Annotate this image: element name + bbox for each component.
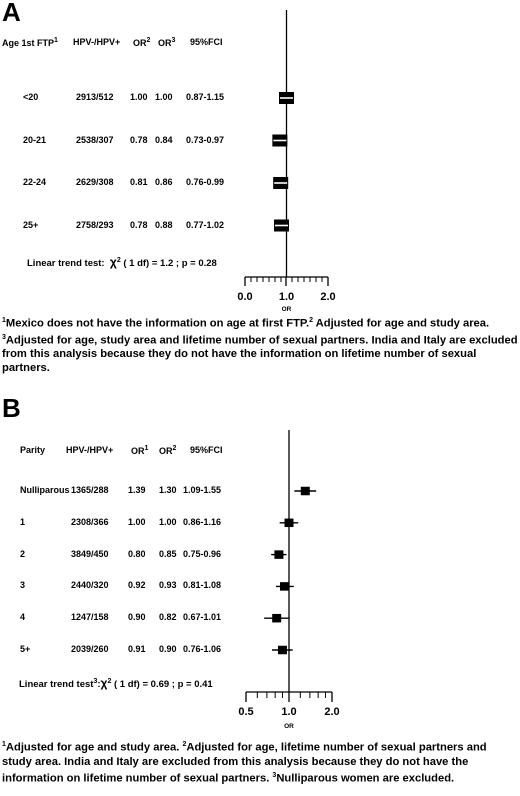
panel-b-header-or2: $OR^2$ <box>159 445 177 456</box>
panel-a-row-ci: 0.77-1.02 <box>186 219 225 230</box>
panel-a-row-label: 22-24 <box>23 177 47 187</box>
panel-a-row-label: 20-21 <box>23 134 47 145</box>
panel-a-row-or2: 1.00 <box>155 92 173 102</box>
panel-b-header-or1: $OR^1$ <box>131 445 149 456</box>
panel-b-row-label: Nulliparous <box>20 485 70 495</box>
panel-b-trend-test: Linear trend $test^3:\chi^2$ ( 1 df) = 0.69 ; p = 0.41 <box>19 676 213 690</box>
panel-b-row-label: 1 <box>20 516 26 527</box>
panel-b-row-or1: 0.90 <box>128 612 146 623</box>
panel-b-row-or2: 0.85 <box>159 548 177 559</box>
panel-a-row-counts: 2758/293 <box>76 219 114 230</box>
panel-b-row-ci: 0.76-1.06 <box>183 644 222 654</box>
panel-a-header-group: Age 1st FTP$^1$ <box>2 37 58 48</box>
panel-b-row-or1: 1.39 <box>128 485 146 495</box>
panel-b-header-counts: HPV-/HPV+ <box>66 445 114 455</box>
panel-a-row-counts: 2629/308 <box>76 177 114 187</box>
panel-a-trend-test: Linear trend test: $\chi^2$ ( 1 df) = 1.2 ; p = 0.28 <box>27 255 217 269</box>
panel-b-row-label: 2 <box>20 548 26 559</box>
panel-a-x-tick-label: 1.0 <box>278 291 295 303</box>
panel-a-row-counts: 2538/307 <box>76 134 114 145</box>
panel-a-row-or2: 0.84 <box>155 134 173 145</box>
panel-b-row-ci: 0.67-1.01 <box>183 612 222 623</box>
panel-a-row-or2: 0.88 <box>155 219 173 230</box>
panel-a-row-or1: 0.78 <box>130 134 148 145</box>
panel-b-row-counts: 2308/366 <box>71 516 109 527</box>
panel-a-row-label: 25+ <box>23 219 39 230</box>
panel-b-x-tick-label: 1.0 <box>281 706 297 718</box>
panel-b-x-tick-label: 0.5 <box>238 706 254 718</box>
panel-b-point-estimate <box>280 582 289 591</box>
panel-a-footnote: $^1$Mexico does not have the information on age at first FTP.$^2$ Adjusted for age and study area. $^3$Adjusted for age, study area and lifetime number of sexual partners. India and Italy are excluded from this analysis because they do not have the information on lifetime number of sexual partners. <box>2 317 518 375</box>
panel-a-header-or1: $OR^2$ <box>133 37 151 48</box>
panel-b-row-ci: 0.75-0.96 <box>183 548 222 559</box>
panel-b-row-counts: 2440/320 <box>71 580 109 591</box>
panel-b-row-label: 4 <box>20 612 26 623</box>
panel-b-row-ci: 0.86-1.16 <box>183 516 222 527</box>
panel-b-point-estimate <box>274 550 283 559</box>
panel-b-x-tick-label: 2.0 <box>324 706 340 718</box>
panel-b-row-label: 5+ <box>20 644 31 654</box>
panel-b-letter: B <box>2 393 21 423</box>
panel-b-point-estimate <box>272 614 281 623</box>
panel-b-row-or2: 0.82 <box>159 612 177 623</box>
panel-b-row-label: 3 <box>20 580 26 591</box>
panel-a-row-counts: 2913/512 <box>76 92 114 102</box>
panel-b-point-estimate <box>285 519 294 528</box>
panel-b-x-axis-label: OR <box>284 723 294 730</box>
panel-b-row-or2: 0.93 <box>159 580 177 591</box>
panel-b-row-ci: 1.09-1.55 <box>183 485 222 495</box>
panel-a-header-ci: 95%FCI <box>190 37 223 47</box>
panel-a-row-ci: 0.87-1.15 <box>186 92 225 102</box>
panel-a-row-or1: 1.00 <box>130 92 148 102</box>
panel-a-x-axis-label: OR <box>281 306 292 313</box>
panel-b-point-estimate <box>301 487 310 496</box>
panel-b-row-or1: 0.92 <box>128 580 146 591</box>
panel-a-row-ci: 0.76-0.99 <box>186 177 225 187</box>
panel-b-row-counts: 3849/450 <box>71 548 109 559</box>
panel-a-row-ci: 0.73-0.97 <box>186 134 225 145</box>
panel-b-row-counts: 1247/158 <box>71 612 109 623</box>
panel-a-row-or1: 0.81 <box>130 177 148 187</box>
panel-a-row-or2: 0.86 <box>155 177 173 187</box>
panel-b-header-group: Parity <box>20 445 46 455</box>
panel-a-row-or1: 0.78 <box>130 219 148 230</box>
panel-b-point-estimate <box>278 646 287 655</box>
panel-a-header-counts: HPV-/HPV+ <box>73 37 121 47</box>
panel-b-row-or1: 1.00 <box>128 516 146 527</box>
panel-b-row-counts: 1365/288 <box>71 485 109 495</box>
panel-b-row-or2: 1.00 <box>159 516 177 527</box>
panel-a-letter: A <box>2 0 21 27</box>
panel-b-row-or2: 0.90 <box>159 644 177 654</box>
panel-b-row-or1: 0.91 <box>128 644 146 654</box>
panel-a-x-tick-label: 0.0 <box>237 291 253 303</box>
panel-b-footnote: $^1$Adjusted for age and study area. $^2$Adjusted for age, lifetime number of sexual partners and study area. India and Italy are excluded from this analysis because they do not have the information on lifetime number of sexual partners. $^3$Nulliparous women are excluded. <box>2 741 487 785</box>
panel-b-header-ci: 95%FCI <box>190 445 223 455</box>
panel-a-row-label: <20 <box>23 92 39 102</box>
panel-a-header-or2: $OR^3$ <box>158 37 176 48</box>
panel-b-row-counts: 2039/260 <box>71 644 109 654</box>
panel-a-x-tick-label: 2.0 <box>320 291 336 303</box>
panel-b-row-or2: 1.30 <box>159 485 177 495</box>
panel-b-row-ci: 0.81-1.08 <box>183 580 222 591</box>
panel-b-row-or1: 0.80 <box>128 548 146 559</box>
